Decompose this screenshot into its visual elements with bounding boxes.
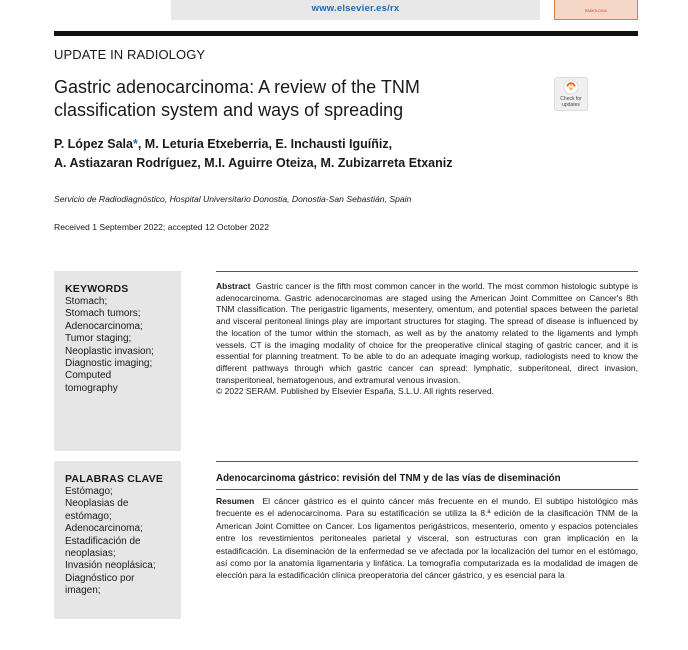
keyword-item: Diagnostic imaging; — [65, 358, 153, 370]
article-title: Gastric adenocarcinoma: A review of the TNM classification system and ways of spreading — [54, 77, 420, 120]
abstract-top-rule — [216, 271, 638, 272]
corresponding-author: P. López Sala — [54, 137, 133, 151]
palabra-clave-item: imagen; — [65, 585, 101, 597]
affiliation: Servicio de Radiodiagnóstico, Hospital Universitario Donostia, Donostia-San Sebastián, Spain — [54, 194, 412, 204]
resumen-paragraph — [216, 495, 638, 603]
coauthors-line-1: , M. Leturia Etxeberria, E. Inchausti Iguíñiz, — [137, 137, 393, 151]
keyword-item: Adenocarcinoma; — [65, 320, 143, 332]
check-updates-line2: updates — [562, 101, 580, 108]
journal-cover-thumbnail[interactable] — [554, 0, 638, 20]
palabra-clave-item: Invasión neoplásica; — [65, 560, 156, 572]
check-updates-icon — [563, 79, 579, 95]
abstract-label: Abstract — [216, 281, 251, 291]
journal-url-link[interactable]: www.elsevier.es/rx — [311, 3, 400, 14]
spanish-title-rule — [216, 489, 638, 490]
abstract-paragraph — [216, 281, 638, 398]
keywords-list — [65, 296, 171, 395]
spanish-top-rule — [216, 461, 638, 462]
check-updates-line1: Check for — [560, 96, 582, 102]
palabra-clave-item: Estómago; — [65, 486, 113, 497]
section-label: UPDATE IN RADIOLOGY — [54, 47, 206, 62]
abstract-text: Gastric cancer is the fifth most common cancer in the world. The most common histologic subtype is adenocarcinoma. Gastric adenocarcinomas are staged using the American Joint Committee on Cancer's 8th TNM classification. The perigastric ligaments, mesentery, omentum, and potential spaces between the parietal and visceral peritoneal linings play are important structures for staging. The spread of disease is influenced by the location of the tumor within the stomach, as well as by the anatomy related to the ligaments and lymph vessels. CT is the imaging modality of choice for the preoperative clinical staging of gastric cancer, and it is essential for planning treatment. To be able to do an adequate imaging workup, radiologists need to know the different pathways through which gastric cancer can spread: lymphatic, subperitoneal, direct invasion, transperitoneal, hematogenous, and extramural venous invasion. — [216, 281, 638, 385]
resumen-label: Resumen — [216, 496, 255, 506]
check-for-updates-badge[interactable] — [554, 77, 588, 111]
header-rule — [54, 31, 638, 36]
journal-cover-label: RADIOLOGIA — [585, 9, 607, 13]
keyword-item: Tumor staging; — [65, 333, 132, 345]
palabra-clave-item: Adenocarcinoma; — [65, 523, 143, 535]
palabras-clave-list — [65, 486, 171, 598]
keyword-item: Stomach tumors; — [65, 308, 141, 320]
keywords-title: KEYWORDS — [65, 283, 129, 295]
resumen-text: El cáncer gástrico es el quinto cáncer más frecuente en el mundo. El subtipo histológico más frecuente es el adenocarcinoma. Para su estatificación se utiliza la 8.ª edición de la clasificación TNM de la American Joint Comittee on Cancer. Los ligamentos perigástricos, mesenterio, omento y espacios potenciales entre los revestimientos peritoneales parietal y visceral, son estructuras con gran implicación en la estadificación. La diseminación de la enfermedad se ve afectada por la localización del tumor en el estómago, así como por la anatomía ligamentaria y linfática. La tomografía computarizada es la modalidad de imagen de elección para la estadificación clínica preoperatoria del cáncer gástrico, y es esencial para la — [216, 496, 638, 581]
author-line-1 — [54, 135, 614, 154]
palabras-clave-box — [54, 461, 181, 619]
keyword-item: Neoplastic invasion; — [65, 345, 154, 357]
keyword-item: Computed — [65, 370, 112, 382]
author-line-2: A. Astiazaran Rodríguez, M.I. Aguirre Oteiza, M. Zubizarreta Etxaniz — [54, 156, 453, 170]
palabra-clave-item: Diagnóstico por — [65, 572, 135, 584]
copyright-notice: © 2022 SERAM. Published by Elsevier España, S.L.U. All rights reserved. — [216, 386, 494, 397]
author-list — [54, 135, 614, 173]
palabra-clave-item: Neoplasias de — [65, 498, 129, 510]
journal-header-band — [171, 0, 540, 20]
check-updates-label — [554, 97, 588, 108]
keywords-box — [54, 271, 181, 451]
palabra-clave-item: estómago; — [65, 510, 112, 522]
palabras-clave-title: PALABRAS CLAVE — [65, 473, 164, 485]
palabra-clave-item: Estadificación de — [65, 535, 141, 547]
keyword-item: tomography — [65, 382, 118, 394]
spanish-title: Adenocarcinoma gástrico: revisión del TNM y de las vías de diseminación — [216, 473, 561, 484]
palabra-clave-item: neoplasias; — [65, 548, 116, 560]
corresponding-author-star[interactable]: * — [132, 137, 138, 151]
keyword-item: Stomach; — [65, 296, 108, 307]
received-dates: Received 1 September 2022; accepted 12 October 2022 — [54, 222, 269, 232]
